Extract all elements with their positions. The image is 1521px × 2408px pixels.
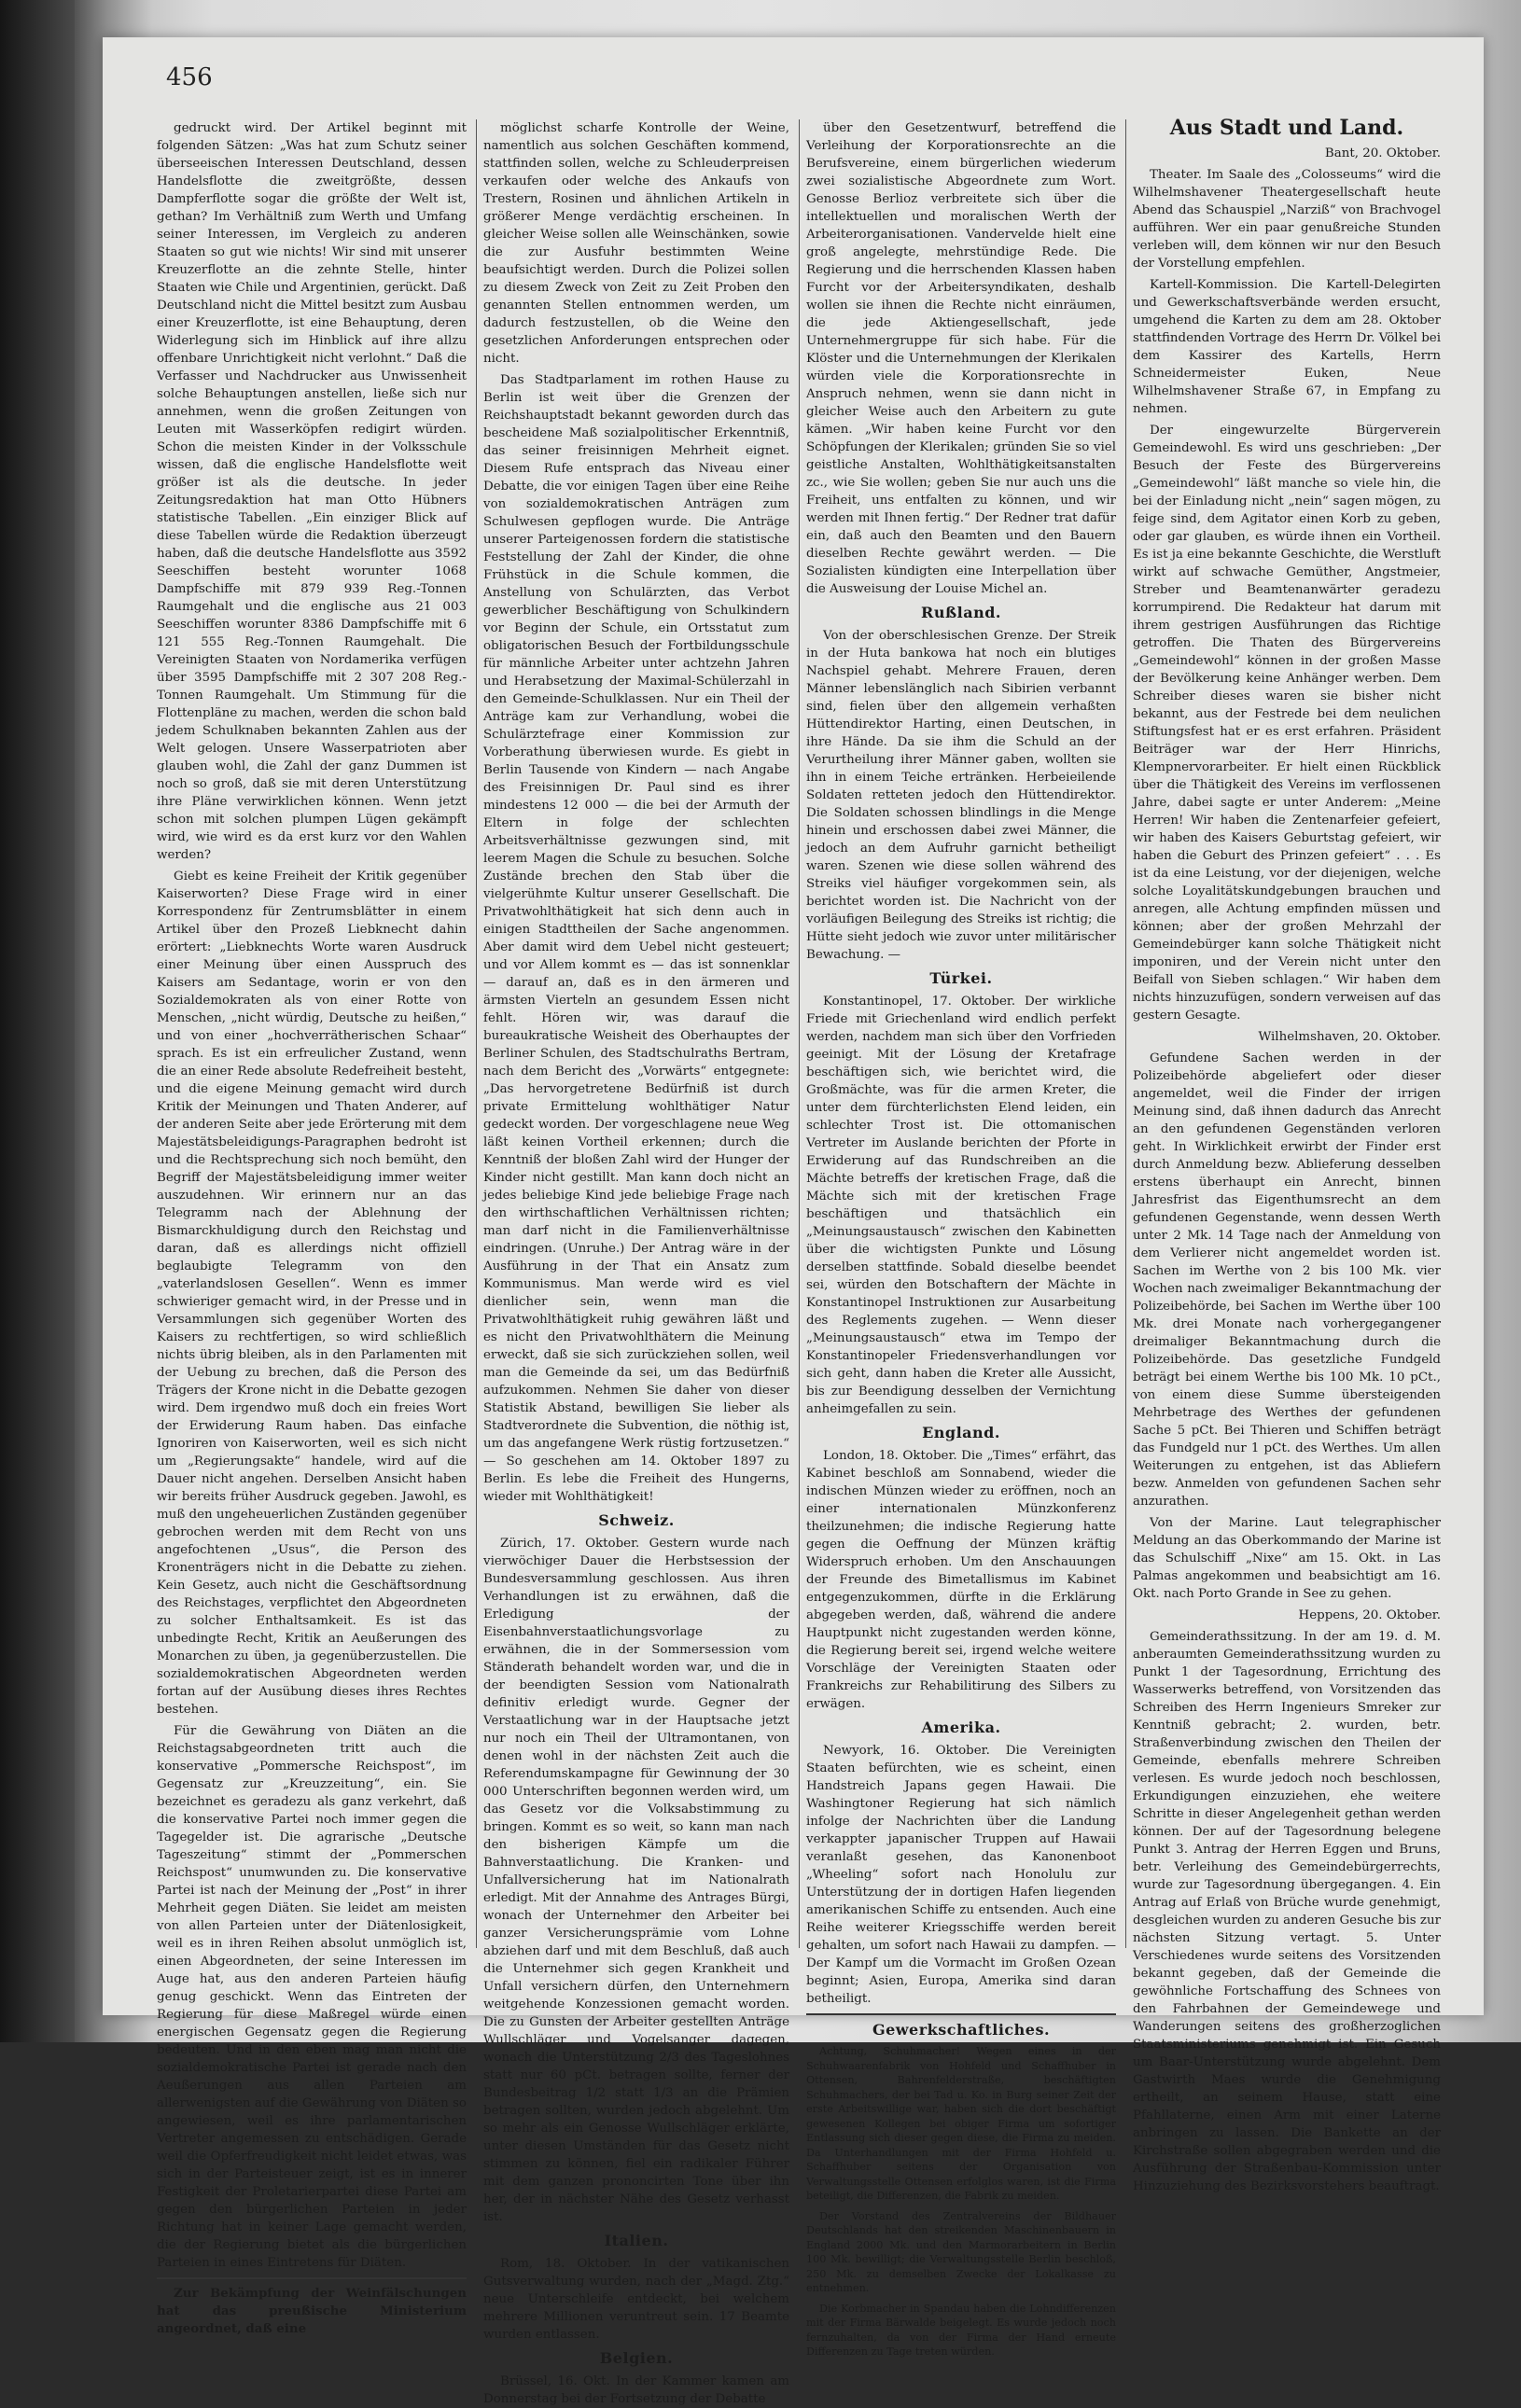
col3-paragraph-3: Konstantinopel, 17. Oktober. Der wirkliche Friede mit Griechenland wird endlich perfekt werden, nachdem man sich über den Vorfrieden geeinigt. Mit der Lösung der Kretafrage beschäftigen sich, wie berichtet wird, die Großmächte, was für die armen Kreter, die unter dem fürchterlichsten Elend leiden, ein schlechter Trost ist. Die ottomanischen Vertreter im Auslande berichten der Pforte in Erwiderung auf das Rundschreiben an die Mächte betreffs der kretischen Frage, daß die Mächte sich mit der kretischen Frage beschäftigen und thatsächlich ein „Meinungsaustausch“ zwischen den Kabinetten über die wichtigsten Punkte und Lösung derselben stattfinde. Sobald dieselbe beendet sei, würden den Botschaftern der Mächte in Konstantinopel Instruktionen zur Ausarbeitung des Reglements zugehen. — Wenn dieser „Meinungsaustausch“ etwa im Tempo der Konstantinopeler Friedensverhandlungen vor sich geht, dann haben die Kreter alle Aussicht, bis zur Beendigung desselben der Vernichtung anheimgefallen zu sein. <box>806 995 1116 1416</box>
col2-paragraph-3: Zürich, 17. Oktober. Gestern wurde nach vierwöchiger Dauer die Herbstsession der Bundesversammlung geschlossen. Aus ihren Verhandlungen ist zu erwähnen, daß die Erledigung der Eisenbahnverstaatlichungsvorlage zu erwähnen, die in der Sommersession vom Ständerath behandelt worden war, und die in der beendigten Session vom Nationalrath definitiv erledigt wurde. Gegner der Verstaatlichung war in der Hauptsache jetzt nur noch ein Theil der Ultramontanen, von denen wohl in der nächsten Zeit auch die Referendumskampagne für Gewinnung der 30 000 Unterschriften begonnen werden wird, um das Gesetz vor die Volksabstimmung zu bringen. Kommt es so weit, so kann man nach den bisherigen Kämpfe um die Bahnverstaatlichung. Die Kranken- und Unfallversicherung hat im Nationalrath erledigt. Mit der Annahme des Antrages Bürgi, wonach der Unternehmer den Arbeiter bei ganzer Versicherungsprämie vom Lohne abziehen darf und mit dem Beschluß, daß auch die Unternehmer sich gegen Krankheit und Unfall versichern dürfen, den Unternehmern weitgehende Konzessionen gemacht worden. Die zu Gunsten der Arbeiter gestellten Anträge Wullschläger und Vogelsanger dagegen, wonach die Unterstützung 2/3 des Tageslohnes statt nur 60 pCt. betragen sollte, ferner der Bundesbeitrag 1/2 statt 1/3 an die Prämien betragen sollten, wurden jedoch abgelehnt. Um so mehr als ein Genosse Wullschläger erklärte, unter diesen Umständen für das Gesetz nicht stimmen zu können, fiel ein radikaler Führer mit dem ganzen prononcirten Tone über ihn her, der in nächster Nähe des Gesetz verhasst ist. <box>483 1537 789 2224</box>
col1-paragraph-2: Giebt es keine Freiheit der Kritik gegenüber Kaiserworten? Diese Frage wird in einer Korrespondenz für Zentrumsblätter in einem Artikel über den Prozeß Liebknecht dahin erörtert: „Liebknechts Worte waren Ausdruck einer Meinung über einen Ausspruch des Kaisers am Sedantage, worin er von den Sozialdemokraten als von einer Rotte von Menschen, „nicht würdig, Deutsche zu heißen,“ und von einer „hochverrätherischen Schaar“ sprach. Es ist ein erfreulicher Zustand, wenn die an einer Rede absolute Redefreiheit besteht, und die eigene Meinung gemacht wird durch Kritik der Meinungen und Thaten Anderer, auf der anderen Seite aber jede Erörterung mit dem Majestätsbeleidigungs-Paragraphen bedroht ist und die Rechtsprechung sich noch bemüht, den Begriff der Majestätsbeleidigung immer weiter auszudehnen. Wir erinnern nur an das Telegramm nach der Ablehnung der Bismarckhuldigung durch den Reichstag und daran, daß es allerdings nicht offiziell beglaubigte Telegramm von den „vaterlandslosen Gesellen“. Wenn es immer schwieriger gemacht wird, in der Presse und in Versammlungen sich gegenüber Worten des Kaisers zu rechtfertigen, so wird schließlich nichts übrig bleiben, als in den Parlamenten mit der Uebung zu brechen, daß die Person des Trägers der Krone nicht in die Debatte gezogen wird. Dem irgendwo muß doch ein freies Wort der Erwiderung Raum haben. Das einfache Ignoriren von Kaiserworten, weil es sich nicht um „Regierungsakte“ handele, wird auf die Dauer nicht angehen. Derselben Ansicht haben wir bereits früher Ausdruck gegeben. Jawohl, es muß den ungeheuerlichen Zuständen gegenüber gebrochen werden mit dem Recht von uns angefochtenen „Usus“, die Person des Kronenträgers nicht in die Debatte zu ziehen. Kein Gesetz, auch nicht die Geschäftsordnung des Reichstages, verpflichtet den Abgeordneten zu solcher Enthaltsamkeit. Es ist das unbedingte Recht, Kritik an Aeußerungen des Monarchen zu üben, ja gegenüberzustellen. Die sozialdemokratischen Abgeordneten werden fortan auf der Ausübung dieses ihres Rechtes bestehen. <box>157 870 467 1717</box>
column-1 <box>157 119 467 2336</box>
heading-gewerkschaftliches: Gewerkschaftliches. <box>872 2021 1051 2039</box>
column-rule-3 <box>1125 119 1126 1948</box>
heading-tuerkei: Türkei. <box>929 969 993 987</box>
col3-paragraph-2: Von der oberschlesischen Grenze. Der Streik in der Huta bankowa hat noch ein blutiges Nachspiel gehabt. Mehrere Frauen, deren Männer lebenslänglich nach Sibirien verbannt sind, fielen über den allgemein verhaßten Hüttendirektor Harting, einen Deutschen, in ihre Hände. Da sie ihm die Schuld an der Verurtheilung ihrer Männer gaben, wollten sie ihn in einem Teiche ertränken. Herbeieilende Soldaten retteten jedoch den Hüttendirektor. Die Soldaten schossen blindlings in die Menge hinein und erschossen dabei zwei Männer, die jedoch an dem Aufruhr garnicht betheiligt waren. Szenen wie diese sollen während des Streiks viel häufiger vorgekommen sein, als berichtet worden ist. Die Nachricht von der vorläufigen Beilegung des Streiks ist richtig; die Hütte sieht jedoch wie zuvor unter militärischer Bewachung. — <box>806 629 1116 962</box>
col3-paragraph-5: Newyork, 16. Oktober. Die Vereinigten Staaten befürchten, wie es scheint, einen Handstreich Japans gegen Hawaii. Die Washingtoner Regierung hat sich nämlich infolge der Nachrichten über die Landung verkappter japanischer Truppen auf Hawaii veranlaßt gesehen, das Kanonenboot „Wheeling“ sofort nach Honolulu zur Unterstützung der in dortigen Hafen liegenden amerikanischen Schiffe zu entsenden. Auch eine Reihe weiterer Kriegsschiffe werden bereit gehalten, um sofort nach Hawaii zu dampfen. — Der Kampf um die Vormacht im Großen Ozean beginnt; Asien, Europa, Amerika sind daran betheiligt. <box>806 1744 1116 2006</box>
column-rule-2 <box>799 119 800 1948</box>
heading-belgien: Belgien. <box>599 2349 674 2367</box>
dateline-wilhelmshaven: Wilhelmshaven, 20. Oktober. <box>1258 1030 1441 1044</box>
notice-schuhmacher: Achtung, Schuhmacher! Wegen eines in der Schuhwaarenfabrik von Hohfeld und Schaffhuber in Ottensen, Bahrenfelderstraße, beschäftigten Schuhmachers, der bei Tad u. Ko. in Burg seiner Zeit der erste Arbeitswillige war, haben sich die dort beschäftigt gewesenen Kollegen bei obiger Firma um sofortiger Entlassung sich dieser gegen diese, die Firma zu meiden. Da Unterhandlungen mit der Firma Hohfeld u. Schaffhuber seitens der Organisation von Verwaltungsstelle Ottensen erfolglos waren, ist die Firma beteiligt, die Differenzen, die Fabrik zu meiden. <box>806 2045 1116 2202</box>
page-number: 456 <box>166 63 213 91</box>
heading-schweiz: Schweiz. <box>598 1511 675 1529</box>
dateline-bant: Bant, 20. Oktober. <box>1324 146 1441 160</box>
col3-paragraph-4: London, 18. Oktober. Die „Times“ erfährt, das Kabinet beschloß am Sonnabend, wieder die indischen Münzen wieder zu eröffnen, noch an einer internationalen Münzkonferenz theilzunehmen; die indische Regierung hatte gegen die Oeffnung der Münzen kräftig Widerspruch erhoben. Um den Anschauungen der Freunde des Bimetallismus im Kabinet entgegenzukommen, dürfte in die Erklärung abgegeben werden, daß, während die andere Hauptpunkt nicht zugestanden werden könne, die Regierung bereit sei, irgend welche weitere Vorschläge der Vereinigten Staaten oder Frankreichs zur Rehabilitirung des Silbers zu erwägen. <box>806 1449 1116 1711</box>
heading-italien: Italien. <box>604 2232 669 2249</box>
col2-paragraph-1: möglichst scharfe Kontrolle der Weine, namentlich aus solchen Geschäften kommend, stattfinden sollen, welche zu Schleuderpreisen verkaufen oder welche des Ankaufs von Trestern, Rosinen und ähnlichen Artikeln in größerer Menge verdächtig erscheinen. In gleicher Weise sollen alle Weinschänken, sowie die zur Ausfuhr bestimmten Weine beaufsichtigt werden. Durch die Polizei sollen zu diesem Zweck von Zeit zu Zeit Proben den genannten Stellen entnommen werden, um dadurch festzustellen, ob die Weine den gesetzlichen Anforderungen entsprechen oder nicht. <box>483 121 789 366</box>
col4-paragraph-fundsachen: Gefundene Sachen werden in der Polizeibehörde abgeliefert oder dieser angemeldet, weil die Finder der irrigen Meinung sind, daß ihnen dadurch das Anrecht an den gefundenen Gegenständen verloren geht. In Wirklichkeit erwirbt der Finder erst durch Anmeldung bezw. Ablieferung desselben erstens überhaupt ein Anrecht, binnen Jahresfrist das Eigenthumsrecht an dem gefundenen Gegenstande, wenn dessen Werth unter 2 Mk. 14 Tage nach der Anmeldung von dem Verlierer nicht angemeldet worden ist. Sachen im Werthe von 2 bis 100 Mk. vier Wochen nach zweimaliger Bekanntmachung der Polizeibehörde, bei Sachen im Werthe über 100 Mk. drei Monate nach vorhergegangener dreimaliger Bekanntmachung durch die Polizeibehörde. Das gesetzliche Fundgeld beträgt bei einem Werthe bis 100 Mk. 10 pCt., von einem diese Summe übersteigenden Mehrbetrage des Werthes der gefundenen Sache 5 pCt. Bei Thieren und Schiffen beträgt das Fundgeld nur 1 pCt. des Werthes. Um allen Weiterungen zu entgehen, ist das Abliefern bezw. Anmelden von gefundenen Sachen sehr anzurathen. <box>1133 1051 1441 1509</box>
col1-divider <box>157 2277 467 2279</box>
col2-paragraph-2: Das Stadtparlament im rothen Hause zu Berlin ist weit über die Grenzen der Reichshauptstadt bekannt geworden durch das bescheidene Maß sozialpolitischer Erkenntniß, das seiner freisinnigen Mehrheit eignet. Diesem Rufe entsprach das Niveau einer Debatte, die vor einigen Tagen über eine Reihe von sozialdemokratischen Anträgen zum Schulwesen gepflogen wurde. Die Anträge unserer Parteigenossen fordern die statistische Feststellung der Zahl der Kinder, die ohne Frühstück in die Schule kommen, die Anstellung von Schulärzten, das Verbot gewerblicher Beschäftigung von Schulkindern vor Beginn der Schule, ein Ortsstatut zum obligatorischen Besuch der Fortbildungsschule für männliche Arbeiter unter achtzehn Jahren und Herabsetzung der Maximal-Schülerzahl in den Gemeinde-Schulklassen. Nur ein Theil der Anträge kam zur Verhandlung, wobei die Schulärztefrage einer Kommission zur Vorberathung überwiesen wurde. Es giebt in Berlin Tausende von Kindern — nach Angabe des Freisinnigen Dr. Paul sind es ihrer mindestens 12 000 — die bei der Armuth der Eltern in folge der schlechten Arbeitsverhältnisse gezwungen sind, mit leerem Magen die Schule zu besuchen. Solche Zustände brechen den Stab über die vielgerühmte Kultur unserer Gesellschaft. Die Privatwohlthätigkeit hat sich denn auch in einigen Stadttheilen der Sache angenommen. Aber damit wird dem Uebel nicht gesteuert; und vor Allem kommt es — das ist sonnenklar — darauf an, daß es in den ärmeren und ärmsten Vierteln an gesundem Essen nicht fehlt. Hören wir, was darauf die bureaukratische Weisheit des Oberhauptes der Berliner Schulen, des Stadtschulraths Bertram, nach dem Bericht des „Vorwärts“ entgegnete: „Das hervorgetretene Bedürfniß ist durch private Ermittelung wohlthätiger Natur gedeckt worden. Der vorgeschlagene neue Weg läßt keinen Vortheil erkennen; durch die Kenntniß der bloßen Zahl wird der Hunger der Kinder nicht gestillt. Man kann doch nicht an jedes beliebige Kind jede beliebige Frage nach den wirthschaftlichen Verhältnissen richten; man darf nicht in die Familienverhältnisse eindringen. (Unruhe.) Der Antrag wäre in der Ausführung in der That ein Ansatz zum Kommunismus. Man werde wird es viel dienlicher sein, wenn man die Privatwohlthätigkeit ruhig gewähren läßt und es nicht den Privatwohlthätern die Meinung erweckt, daß sie sich zurückziehen sollen, weil man die Gemeinde da sei, um das Bedürfniß aufzukommen. Nehmen Sie daher von dieser Statistik Abstand, bewilligen Sie lieber als Stadtverordnete die Subvention, die nöthig ist, um das angefangene Werk rüstig fortzusetzen.“ — So geschehen am 14. Oktober 1897 zu Berlin. Es lebe die Freiheit des Hungerns, wieder mit Wohlthätigkeit! <box>483 373 789 1504</box>
col2-paragraph-5: Brüssel, 16. Okt. In der Kammer kamen am Donnerstag bei der Fortsetzung der Debatte <box>483 2374 789 2406</box>
col1-footer-item: Zur Bekämpfung der Weinfälschungen hat das preußische Ministerium angeordnet, daß eine <box>157 2286 467 2336</box>
col1-paragraph-3: Für die Gewährung von Diäten an die Reichstagsabgeordneten tritt auch die konservative „Pommersche Reichspost“, im Gegensatz zur „Kreuzzeitung“, ein. Sie bezeichnet es geradezu als ganz verkehrt, daß die konservative Partei noch immer gegen die Tagegelder ist. Die agrarische „Deutsche Tageszeitung“ stimmt der „Pommerschen Reichspost“ unumwunden zu. Die konservative Partei ist nach der Meinung der „Post“ in ihrer Mehrheit gegen Diäten. Sie leidet am meisten von allen Parteien unter der Diätenlosigkeit, weil es in ihren Reihen absolut unmöglich ist, einen Abgeordneten, der seine Interessen im Auge hat, aus den anderen Parteien häufig genug geschickt. Wenn das Eintreten der Regierung für diese Maßregel würde einen energischen Gegensatz gegen die Regierung bedeuten. Und in den eben mag man nicht die sozialdemokratische Partei ist gerade nach den Aeußerungen aus allen Parteien am allerwenigsten auf die Gewährung von Diäten so angewiesen, weil es ihre parlamentarischen Vertreter angemessen zu entschädigen. Gerade weil die Opferfreudigkeit nicht leidet etwas, was sich in der Parteisteuer zeigt, ist es in innerer Festigkeit der Proletarierpartei diese Partei am gegen den bürgerlichen Parteien in jeder Richtung hat in keiner Lage gemacht werden, die der Regierung bietet als die bürgerlichen Parteien in eines Eintretens für Diäten. <box>157 1724 467 2270</box>
col3-paragraph-1: über den Gesetzentwurf, betreffend die Verleihung der Korporationsrechte an die Berufsvereine, einem bürgerlichen wiederum zwei sozialistische Abgeordnete zum Wort. Genosse Berlioz verbreitete sich über die intellektuellen und moralischen Werth der Arbeiterorganisationen. Vandervelde hielt eine groß angelegte, mehrstündige Rede. Die Regierung und die herrschenden Klassen haben Furcht vor der Arbeitersyndikaten, deshalb wollen sie ihnen die Rechte nicht einräumen, die jede Aktiengesellschaft, jede Unternehmergruppe für sich habe. Für die Klöster und die Unternehmungen der Klerikalen würden viele die Korporationsrechte in Anspruch nehmen, wenn sie dann nicht in gleicher Weise auch den Arbeitern zu gute kämen. „Wir haben keine Furcht vor den Schöpfungen der Klerikalen; gründen Sie so viel geistliche Anstalten, Wohlthätigkeitsanstalten zc., wie Sie wollen; geben Sie nur auch uns die Freiheit, uns entfalten zu können, und wir werden mit Ihnen fertig.“ Der Redner trat dafür ein, daß auch den Beamten und den Bauern dieselben Rechte gewährt werden. — Die Sozialisten kündigten eine Interpellation über die Ausweisung der Louise Michel an. <box>806 121 1116 596</box>
col4-paragraph-buergerverein: Der eingewurzelte Bürgerverein Gemeindewohl. Es wird uns geschrieben: „Der Besuch der Feste des Bürgervereins „Gemeindewohl“ läßt manche so viele hin, die bei der Einladung nicht „nein“ sagen mögen, zu feige sind, dem Agitator einen Korb zu geben, oder gar glauben, es würde ihnen ein Vortheil. Es ist ja eine bekannte Geschichte, die Werstluft wirkt auf schwache Gemüther, Angstmeier, Streber und Beamtenanwärter geradezu korrumpirend. Die Redakteur hat darum mit ihrem gestrigen Ausführungen das Richtige getroffen. Die Thaten des Bürgervereins „Gemeindewohl“ können in der großen Masse der Bevölkerung keine Anhänger werben. Dem Schreiber dieses waren sie bisher nicht bekannt, aus der Festrede bei dem neulichen Stiftungsfest hat er es erst erfahren. Präsident Beiträger war der Herr Hinrichs, Klempnervorarbeiter. Er hielt einen Rückblick über die Thätigkeit des Vereins im verflossenen Jahre, dabei sagte er unter Anderem: „Meine Herren! Wir haben die Zentenarfeier gefeiert, wir haben des Kaisers Geburtstag gefeiert, wir haben die Geburt des Prinzen gefeiert“ . . . Es ist da eine Leistung, vor der diejenigen, welche solche Loyalitätskundgebungen brauchen und anregen, alle Achtung empfinden müssen und können; aber der großen Mehrzahl der Gemeindebürger kann solche Thätigkeit nicht imponiren, und der Verein nicht unter den Beifall von Sieben schlagen.“ Wir haben dem nichts hinzuzufügen, sondern verweisen auf das gestern Gesagte. <box>1133 424 1441 1023</box>
heading-russland: Rußland. <box>921 604 1001 621</box>
heading-amerika: Amerika. <box>921 1719 1001 1736</box>
column-rule-1 <box>476 119 477 1948</box>
col4-paragraph-theater: Theater. Im Saale des „Colosseums“ wird die Wilhelmshavener Theatergesellschaft heute Abend das Schauspiel „Narziß“ von Brachvogel aufführen. Wer ein paar genußreiche Stunden verleben will, dem können wir nur den Besuch der Vorstellung empfehlen. <box>1133 168 1441 271</box>
col2-paragraph-4: Rom, 18. Oktober. In der vatikanischen Gutsverwaltung wurden, nach der „Magd. Ztg.“ neue Unterschleife entdeckt, bei welchem mehrere Millionen veruntreut sein. 17 Beamte wurden entlassen. <box>483 2257 789 2342</box>
gewerkschaft-notices <box>806 2044 1116 2359</box>
col1-paragraph-1: gedruckt wird. Der Artikel beginnt mit folgenden Sätzen: „Was hat zum Schutz seiner überseeischen Interessen Deutschland, dessen Handelsflotte die zweitgrößte, dessen Dampferflotte sogar die größte der Welt ist, gethan? Im Verhältniß zum Werth und Umfang seiner Interessen, im Vergleich zu anderen Staaten so gut wie nichts! Wir sind mit unserer Kreuzerflotte an die zehnte Stelle, hinter Staaten wie Chile und Argentinien, gerückt. Daß Deutschland nicht die Mittel besitzt zum Ausbau einer Kreuzerflotte, ist eine Behauptung, deren Widerlegung sich im Hinblick auf ihre allzu offenbare Unrichtigkeit nicht verlohnt.“ Daß die Verfasser und Nachdrucker aus Unwissenheit solche Behauptungen anstellen, ließe sich nur annehmen, wenn die großen Zeitungen von Leuten mit Wasserköpfen redigirt würden. Schon die meisten Kinder in der Volksschule wissen, daß die englische Handelsflotte weit größer ist als die deutsche. In jeder Zeitungsredaktion hat man Otto Hübners statistische Tabellen. „Ein einziger Blick auf diese Tabellen würde die Redaktion überzeugt haben, daß die deutsche Handelsflotte aus 3592 Seeschiffen besteht worunter 1068 Dampfschiffe mit 879 939 Reg.-Tonnen Raumgehalt und die englische aus 21 003 Seeschiffen worunter 8386 Dampfschiffe mit 6 121 555 Reg.-Tonnen Raumgehalt. Die Vereinigten Staaten von Nordamerika verfügen über 3595 Dampfschiffe mit 2 307 208 Reg.-Tonnen Raumgehalt. Um Stimmung für die Flottenpläne zu machen, werden die schon bald jedem Schulknaben bekannten Zahlen aus der Welt gelogen. Unsere Wasserpatrioten aber glauben wohl, die Zahl der ganz Dummen ist noch so groß, daß sie mit deren Unterstützung ihre Pläne verwirklichen können. Wenn jetzt schon mit solchen plumpen Lügen gekämpft wird, wie wird es da erst kurz vor den Wahlen werden? <box>157 121 467 862</box>
notice-bildhauer: Der Vorstand des Zentralvereins der Bildhauer Deutschlands hat den streikenden Maschinenbauern in England 2000 Mk. und den Marmorarbeitern in Berlin 100 Mk. bewilligt; die Verwaltungsstelle Berlin beschloß, 250 Mk. zu demselben Zwecke der Lokalkasse zu entnehmen. <box>806 2209 1116 2294</box>
col4-paragraph-gemeinderath: Gemeinderathssitzung. In der am 19. d. M. anberaumten Gemeinderathssitzung wurden zu Punkt 1 der Tagesordnung, Errichtung des Wasserwerks betreffend, von Vorsitzenden das Schreiben des Herrn Ingenieurs Smreker zur Kenntniß gebracht; 2. wurden, betr. Straßenverbindung zwischen den Theilen der Gemeinde, ebenfalls mehrere Schreiben verlesen. Es wurde jedoch noch beschlossen, Erkundigungen einzuziehen, ehe weitere Schritte in dieser Angelegenheit gethan werden können. Der auf der Tagesordnung belegene Punkt 3. Antrag der Herren Eggen und Bruns, betr. Verleihung des Gemeindebürgerrechts, wurde zur Tagesordnung übergegangen. 4. Ein Antrag auf Erlaß von Brüche wurde genehmigt, desgleichen wurden zu anderen Gesuche bis zur nächsten Sitzung vertagt. 5. Unter Verschiedenes wurde seitens des Vorsitzenden bekannt gegeben, daß der Gemeinde die gewöhnliche Fortschaffung des Schnees von den Fahrbahnen der Gemeindewege und Wanderungen seitens des großherzoglichen Staatsministeriums genehmigt ist. Ein Gesuch um Baar-Unterstützung wurde abgelehnt. Dem Gastwirth Maes wurde die Genehmigung ertheilt, an seinem Hause, statt eine Pfahllaterne, einen Arm mit einer Laterne anbringen zu lassen. Die Bankette an der Kirchstraße sollen abgegraben werden und die Ausführung der Straßenbau-Kommission unter Hinzuziehung des Bezirksvorstehers beauftragt. <box>1133 1630 1441 2193</box>
dateline-heppens: Heppens, 20. Oktober. <box>1298 1608 1441 1622</box>
column-3 <box>806 119 1116 2358</box>
book-spine <box>0 0 75 2042</box>
heading-aus-stadt-und-land: Aus Stadt und Land. <box>1169 116 1404 140</box>
col4-paragraph-kartell: Kartell-Kommission. Die Kartell-Delegirten und Gewerkschaftsverbände werden ersucht, umgehend die Karten zu dem am 28. Oktober stattfindenden Vortrage des Herrn Dr. Völkel bei dem Kassirer des Kartells, Herrn Schneidermeister Euken, Neue Wilhelmshavener Straße 67, in Empfang zu nehmen. <box>1133 278 1441 416</box>
col3-divider <box>806 2013 1116 2015</box>
notice-korbmacher: Die Korbmacher in Spandau haben die Lohndifferenzen mit der Firma Bärwalde beigelegt. Es wurde jedoch noch fernzuhalten, da von der Firma der Hand erneute Differenzen zu Tage treten würden. <box>806 2302 1116 2358</box>
col4-paragraph-marine: Von der Marine. Laut telegraphischer Meldung an das Oberkommando der Marine ist das Schulschiff „Nixe“ am 15. Okt. in Las Palmas angekommen und beabsichtigt am 16. Okt. nach Porto Grande in See zu gehen. <box>1133 1516 1441 1601</box>
column-2 <box>483 119 789 2406</box>
column-4 <box>1133 116 1441 2193</box>
heading-england: England. <box>922 1424 1000 1441</box>
